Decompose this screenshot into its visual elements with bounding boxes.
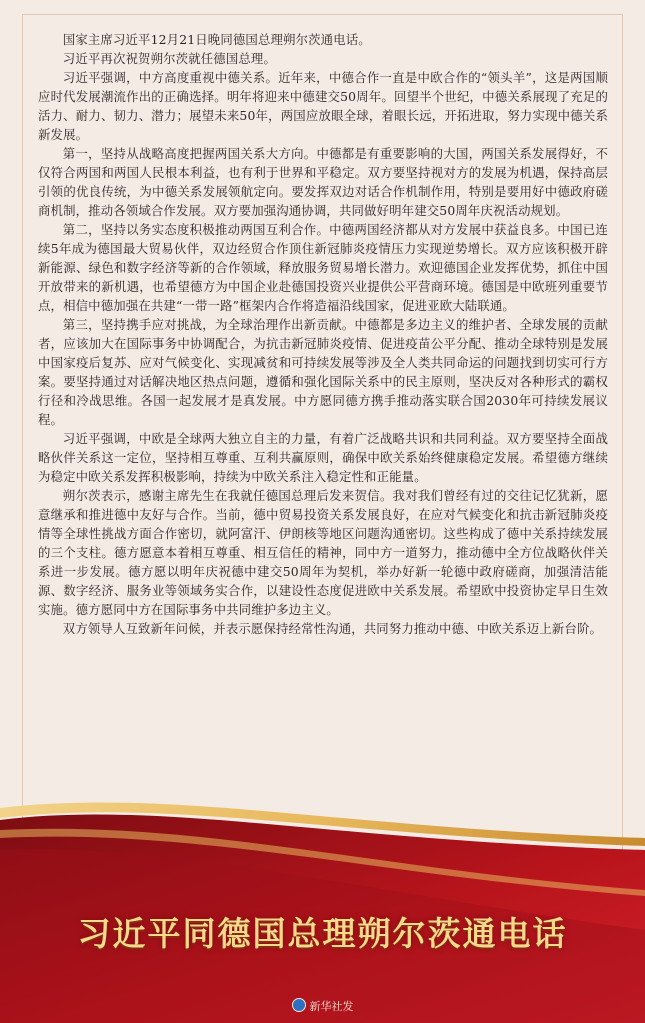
paragraph-point-two: 第二，坚持以务实态度积极推动两国互利合作。中德两国经济都从对方发展中获益良多。中国已连续5年成为德国最大贸易伙伴，双边经贸合作顶住新冠肺炎疫情压力实现逆势增长。双方应该积极开辟新能源、绿色和数字经济等新的合作领域，释放服务贸易增长潜力。欢迎德国企业发挥优势，抓住中国开放带来的新机遇，也希望德方为中国企业赴德国投资兴业提供公平营商环境。德国是中欧班列重要节点，相信中德加强在共建“一带一路”框架内合作将造福沿线国家，促进亚欧大陆联通。 [38, 222, 608, 313]
banner-headline: 习近平同德国总理朔尔茨通电话 [77, 914, 568, 953]
banner-background-art [0, 780, 645, 1023]
paragraph-china-eu: 习近平强调，中欧是全球两大独立自主的力量，有着广泛战略共识和共同利益。双方要坚持全面战略伙伴关系这一定位，坚持相互尊重、互利共赢原则，确保中欧关系始终健康稳定发展。希望德方继续为稳定中欧关系发挥积极影响，持续为中欧关系注入稳定性和正能量。 [38, 431, 608, 484]
paragraph-scholz-remarks: 朔尔茨表示，感谢主席先生在我就任德国总理后发来贺信。我对我们曾经有过的交往记忆犹新，愿意继承和推进德中友好与合作。当前，德中贸易投资关系发展良好，在应对气候变化和抗击新冠肺炎疫情等全球性挑战方面合作密切，就阿富汗、伊朗核等地区问题沟通密切。这些构成了德中关系持续发展的三个支柱。德方愿意本着相互尊重、相互信任的精神，同中方一道努力，推动德中全方位战略伙伴关系进一步发展。德方愿以明年庆祝德中建交50周年为契机，举办好新一轮德中政府磋商，加强清洁能源、数字经济、服务业等领域务实合作，以建设性态度促进欧中关系发展。希望欧中投资协定早日生效实施。德方愿同中方在国际事务中共同维护多边主义。 [38, 488, 608, 617]
paragraph-congratulation: 习近平再次祝贺朔尔茨就任德国总理。 [62, 51, 276, 66]
paragraph-lead: 国家主席习近平12月21日晚同德国总理朔尔茨通电话。 [62, 32, 371, 47]
xinhua-logo-icon [292, 998, 306, 1012]
paragraph-xi-emphasis: 习近平强调，中方高度重视中德关系。近年来，中德合作一直是中欧合作的“领头羊”，这是两国顺应时代发展潮流作出的正确选择。明年将迎来中德建交50周年。回望半个世纪，中德关系展现了充足的活力、耐力、韧力、潜力；展望未来50年，两国应放眼全球，着眼长远，开拓进取，努力实现中德关系新发展。 [38, 70, 608, 142]
paragraph-point-three: 第三，坚持携手应对挑战，为全球治理作出新贡献。中德都是多边主义的维护者、全球发展的贡献者，应该加大在国际事务中协调配合，为抗击新冠肺炎疫情、促进疫苗公平分配、推动全球特别是发展中国家疫后复苏、应对气候变化、实现减贫和可持续发展等涉及全人类共同命运的问题找到切实可行方案。要坚持通过对话解决地区热点问题，遵循和强化国际关系中的民主原则，坚决反对各种形式的霸权行径和冷战思维。各国一起发展才是真发展。中方愿同德方携手推动落实联合国2030年可持续发展议程。 [38, 317, 608, 427]
agency-name: 新华社发 [309, 1000, 354, 1013]
footer-banner [0, 780, 645, 1023]
paragraph-new-year-greetings: 双方领导人互致新年问候，并表示愿保持经常性沟通，共同努力推动中德、中欧关系迈上新台阶。 [62, 621, 603, 636]
paragraph-point-one: 第一，坚持从战略高度把握两国关系大方向。中德都是有重要影响的大国，两国关系发展得好，不仅符合两国和两国人民根本利益，也有利于世界和平稳定。双方要坚持视对方的发展为机遇，保持高层引领的优良传统，为中德关系发展领航定向。要发挥双边对话合作机制作用，特别是要用好中德政府磋商机制，推动各领域合作发展。双方要加强沟通协调，共同做好明年建交50周年庆祝活动规划。 [38, 146, 608, 218]
article-body [38, 30, 608, 638]
agency-credit [0, 998, 645, 1014]
